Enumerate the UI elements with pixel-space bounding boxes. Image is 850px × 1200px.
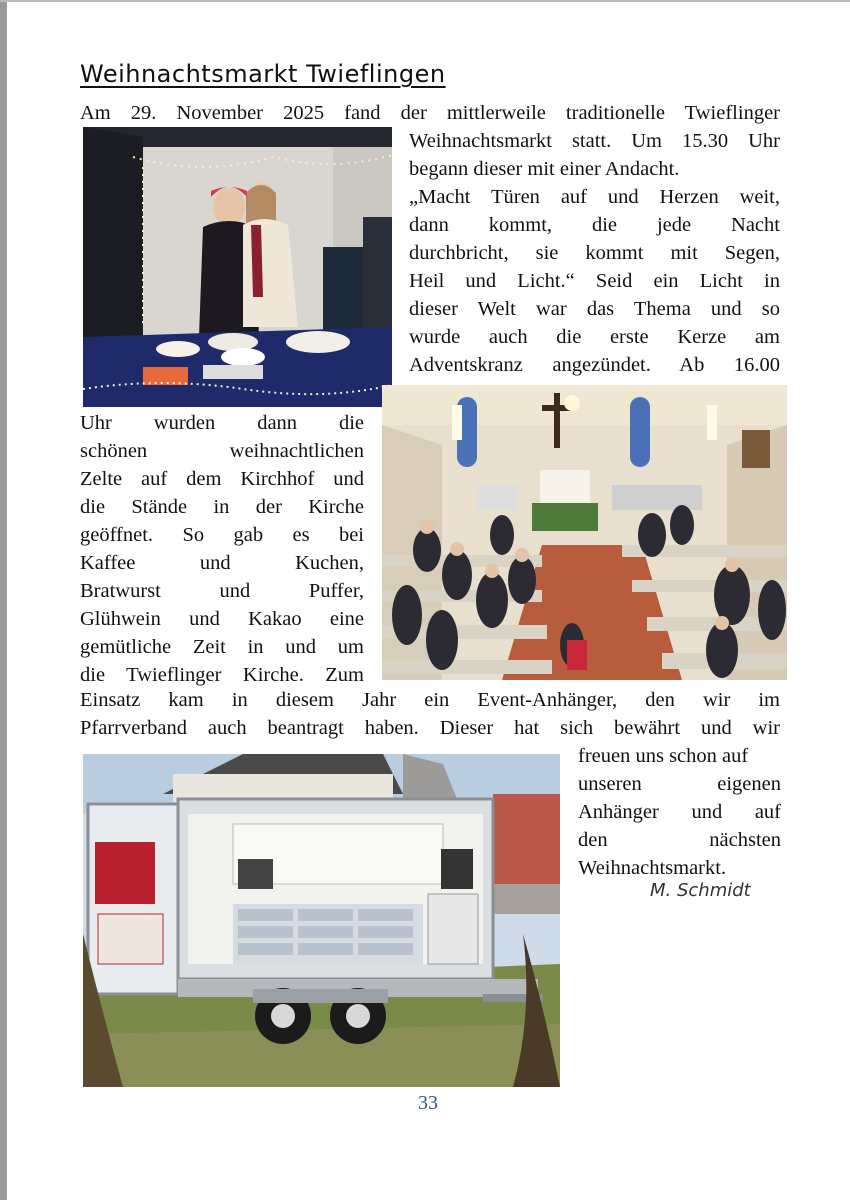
text-word: jede — [656, 214, 692, 236]
text-word: Uhr — [80, 412, 112, 434]
text-line: die Stände in der Kirche — [80, 496, 364, 518]
text-word: Kaffee — [80, 552, 136, 574]
text-line: Weihnachtsmarkt. — [578, 857, 727, 879]
text-word: dann — [257, 412, 298, 434]
text-word: am — [754, 326, 780, 348]
text-line: geöffnet. So gab es bei — [80, 524, 364, 546]
photo-market-stand — [83, 127, 392, 407]
text-word: Kerze — [677, 326, 727, 348]
text-line: Pfarrverband auch beantragt haben. Dieser hat sich bewährt und wir — [80, 717, 780, 739]
text-line: Zelte auf dem Kirchhof und — [80, 468, 364, 490]
text-line: freuen uns schon auf — [578, 745, 749, 767]
text-line — [80, 409, 364, 437]
text-line — [578, 770, 781, 798]
text-word: unseren — [578, 773, 642, 795]
text-word: auch — [488, 326, 528, 348]
text-word: Bratwurst — [80, 580, 161, 602]
text-word: die — [338, 412, 364, 434]
text-word: und — [199, 552, 231, 574]
photo-event-trailer — [83, 754, 560, 1087]
text-word: nächsten — [709, 829, 781, 851]
text-word: kommt, — [488, 214, 553, 236]
text-line — [80, 577, 364, 605]
text-word: Kuchen, — [295, 552, 364, 574]
text-line: begann dieser mit einer Andacht. — [409, 158, 680, 180]
text-line: die Twieflinger Kirche. Zum — [80, 664, 364, 686]
text-line: Heil und Licht.“ Seid ein Licht in — [409, 270, 780, 292]
text-line — [409, 211, 780, 239]
text-word: dann — [409, 214, 449, 236]
text-line: Anhänger und auf — [578, 801, 781, 823]
text-line: Einsatz kam in diesem Jahr ein Event-Anhänger, den wir im — [80, 689, 780, 711]
text-line: gemütliche Zeit in und um — [80, 636, 364, 658]
text-word: schönen — [80, 440, 148, 462]
text-word: eigenen — [717, 773, 781, 795]
text-word: weihnachtlichen — [229, 440, 364, 462]
text-line: Am 29. November 2025 fand der mittlerweile traditionelle Twieflinger — [80, 102, 780, 124]
text-word: Nacht — [731, 214, 780, 236]
text-word: die — [556, 326, 582, 348]
text-word: den — [578, 829, 608, 851]
text-word: die — [591, 214, 617, 236]
text-word: wurden — [153, 412, 216, 434]
page-frame-left — [0, 0, 7, 1200]
text-line: durchbricht, sie kommt mit Segen, — [409, 242, 780, 264]
page-frame-top — [0, 0, 850, 2]
article-title: Weihnachtsmarkt Twieflingen — [80, 60, 446, 88]
text-line — [409, 323, 780, 351]
text-line: Adventskranz angezündet. Ab 16.00 — [409, 354, 780, 376]
page-number: 33 — [418, 1092, 438, 1114]
signature: M. Schmidt — [650, 880, 751, 901]
text-line — [80, 437, 364, 465]
text-line: dieser Welt war das Thema und so — [409, 298, 780, 320]
text-line — [80, 549, 364, 577]
text-line: Glühwein und Kakao eine — [80, 608, 364, 630]
text-line — [578, 826, 781, 854]
text-line: Weihnachtsmarkt statt. Um 15.30 Uhr — [409, 130, 780, 152]
photo-church-interior — [382, 385, 787, 680]
text-word: wurde — [409, 326, 461, 348]
text-line: „Macht Türen auf und Herzen weit, — [409, 186, 780, 208]
text-word: erste — [609, 326, 649, 348]
text-word: Puffer, — [308, 580, 364, 602]
text-word: und — [219, 580, 251, 602]
